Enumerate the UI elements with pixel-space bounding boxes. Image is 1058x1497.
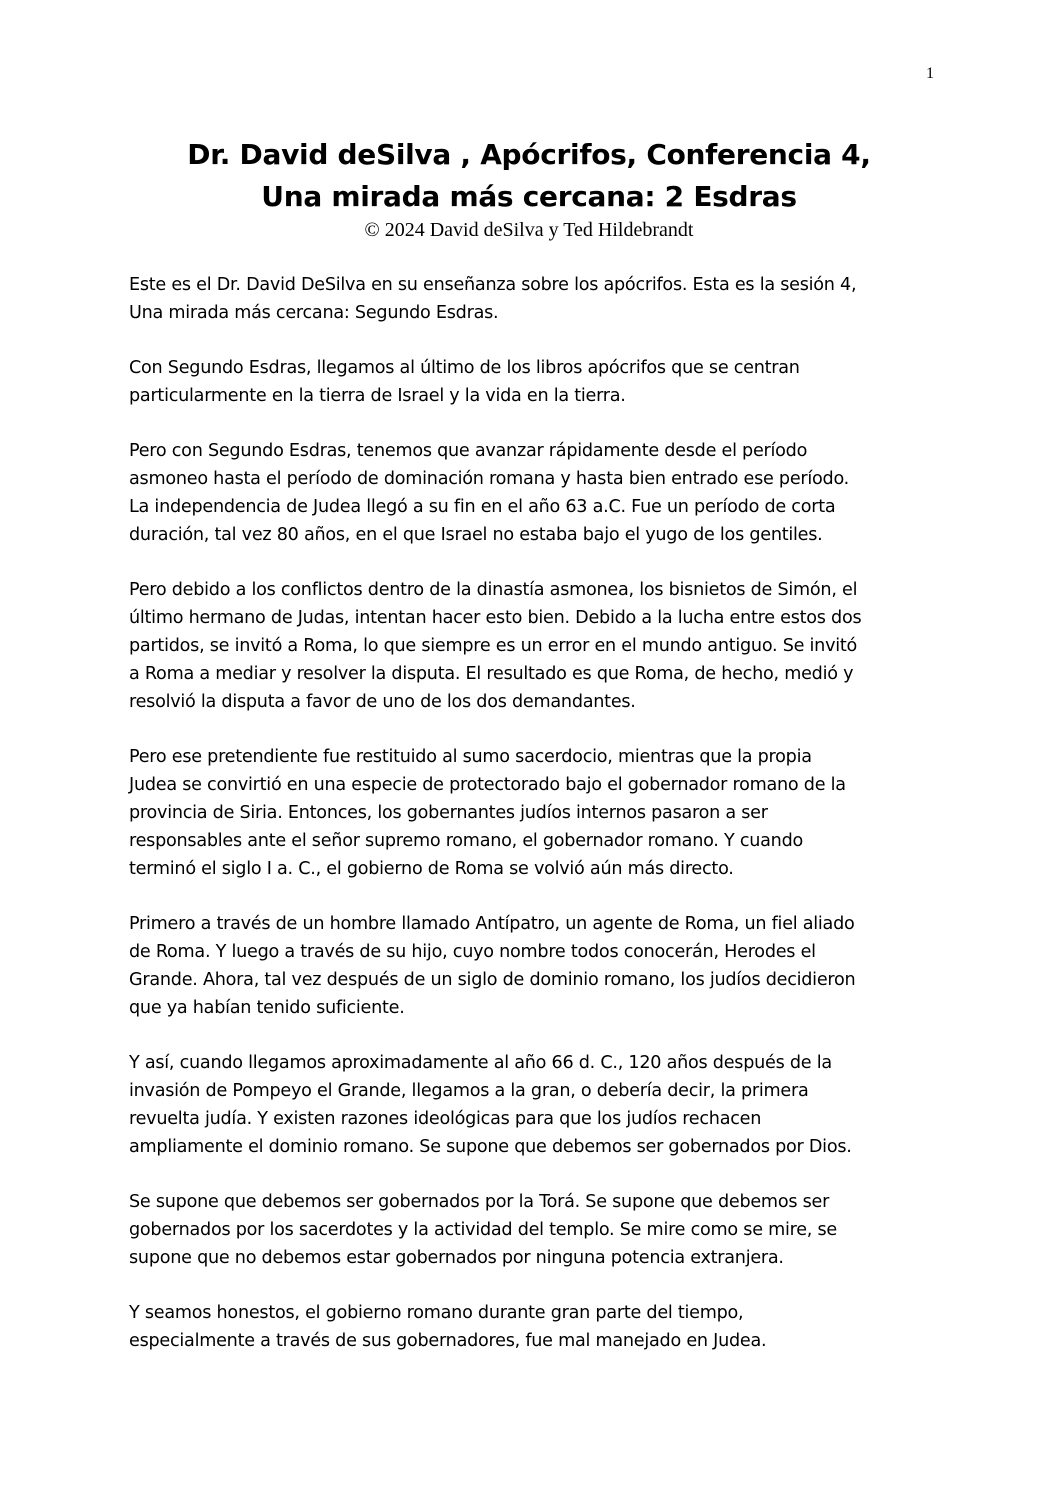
paragraph-7 xyxy=(129,1049,949,1161)
text-line: especialmente a través de sus gobernadores, fue mal manejado en Judea. xyxy=(129,1331,767,1351)
text-line: último hermano de Judas, intentan hacer esto bien. Debido a la lucha entre estos dos xyxy=(129,608,862,628)
text-line: Primero a través de un hombre llamado Antípatro, un agente de Roma, un fiel aliado xyxy=(129,914,855,934)
text-line: Grande. Ahora, tal vez después de un siglo de dominio romano, los judíos decidieron xyxy=(129,970,856,990)
document-title-line-1: Dr. David deSilva , Apócrifos, Conferencia 4, xyxy=(187,138,871,171)
text-line: Judea se convirtió en una especie de protectorado bajo el gobernador romano de la xyxy=(129,775,846,795)
copyright-notice: © 2024 David deSilva y Ted Hildebrandt xyxy=(364,219,694,241)
paragraph-5 xyxy=(129,743,949,883)
page-number: 1 xyxy=(926,65,934,82)
text-line: que ya habían tenido suficiente. xyxy=(129,998,405,1018)
document-header xyxy=(60,134,998,242)
paragraph-9 xyxy=(129,1299,949,1355)
text-line: revuelta judía. Y existen razones ideológicas para que los judíos rechacen xyxy=(129,1109,762,1129)
text-line: Una mirada más cercana: Segundo Esdras. xyxy=(129,303,499,323)
text-line: partidos, se invitó a Roma, lo que siempre es un error en el mundo antiguo. Se invitó xyxy=(129,636,858,656)
text-line: resolvió la disputa a favor de uno de los dos demandantes. xyxy=(129,692,636,712)
text-line: Este es el Dr. David DeSilva en su enseñanza sobre los apócrifos. Esta es la sesión 4, xyxy=(129,275,857,295)
paragraph-8 xyxy=(129,1188,949,1272)
text-line: ampliamente el dominio romano. Se supone que debemos ser gobernados por Dios. xyxy=(129,1137,852,1157)
paragraph-3 xyxy=(129,437,949,549)
document-title-line-2: Una mirada más cercana: 2 Esdras xyxy=(261,180,797,213)
text-line: gobernados por los sacerdotes y la actividad del templo. Se mire como se mire, se xyxy=(129,1220,837,1240)
text-line: Y así, cuando llegamos aproximadamente al año 66 d. C., 120 años después de la xyxy=(129,1053,832,1073)
text-line: Pero debido a los conflictos dentro de la dinastía asmonea, los bisnietos de Simón, el xyxy=(129,580,858,600)
text-line: de Roma. Y luego a través de su hijo, cuyo nombre todos conocerán, Herodes el xyxy=(129,942,816,962)
text-line: provincia de Siria. Entonces, los gobernantes judíos internos pasaron a ser xyxy=(129,803,768,823)
text-line: particularmente en la tierra de Israel y la vida en la tierra. xyxy=(129,386,626,406)
text-line: Y seamos honestos, el gobierno romano durante gran parte del tiempo, xyxy=(129,1303,744,1323)
text-line: supone que no debemos estar gobernados por ninguna potencia extranjera. xyxy=(129,1248,784,1268)
text-line: asmoneo hasta el período de dominación romana y hasta bien entrado ese período. xyxy=(129,469,850,489)
text-line: Se supone que debemos ser gobernados por la Torá. Se supone que debemos ser xyxy=(129,1192,830,1212)
text-line: La independencia de Judea llegó a su fin en el año 63 a.C. Fue un período de corta xyxy=(129,497,836,517)
document-body xyxy=(129,271,949,1382)
text-line: responsables ante el señor supremo romano, el gobernador romano. Y cuando xyxy=(129,831,804,851)
paragraph-2 xyxy=(129,354,949,410)
text-line: Pero ese pretendiente fue restituido al sumo sacerdocio, mientras que la propia xyxy=(129,747,812,767)
text-line: duración, tal vez 80 años, en el que Israel no estaba bajo el yugo de los gentiles. xyxy=(129,525,823,545)
text-line: Pero con Segundo Esdras, tenemos que avanzar rápidamente desde el período xyxy=(129,441,808,461)
text-line: invasión de Pompeyo el Grande, llegamos a la gran, o debería decir, la primera xyxy=(129,1081,809,1101)
text-line: terminó el siglo I a. C., el gobierno de Roma se volvió aún más directo. xyxy=(129,859,734,879)
text-line: Con Segundo Esdras, llegamos al último de los libros apócrifos que se centran xyxy=(129,358,800,378)
paragraph-6 xyxy=(129,910,949,1022)
text-line: a Roma a mediar y resolver la disputa. El resultado es que Roma, de hecho, medió y xyxy=(129,664,854,684)
paragraph-4 xyxy=(129,576,949,716)
paragraph-1 xyxy=(129,271,949,327)
